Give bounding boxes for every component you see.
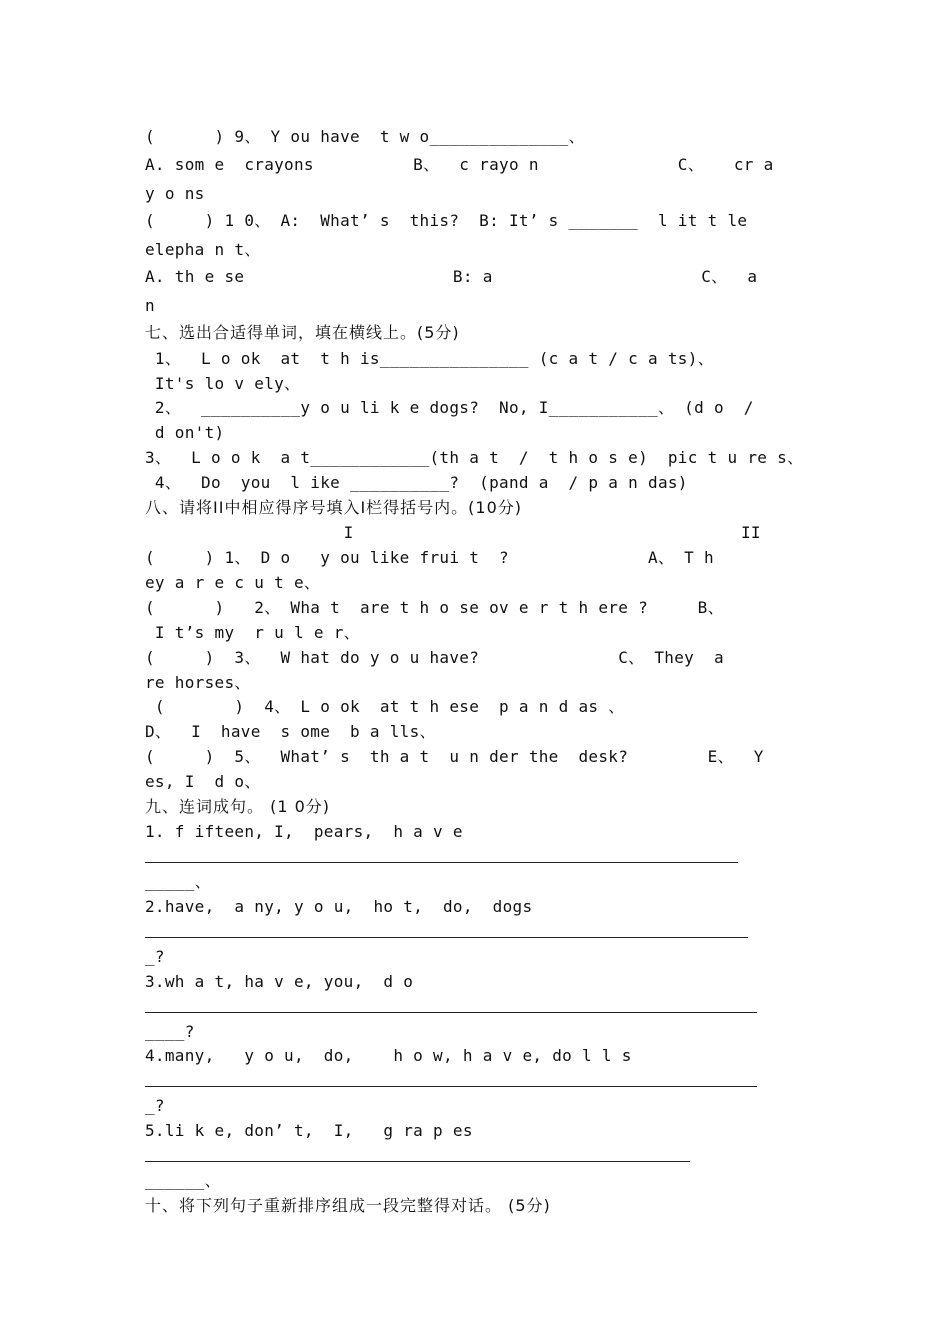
s9-answer-line-1 — [145, 862, 738, 863]
s8-item-1-cont: ey a r e c u t e、 — [145, 573, 321, 592]
q10-line: ( ) 1 0、 A: What’ s this? B: It’ s _______ l it t le — [145, 211, 748, 230]
s9-item-3-tail: ____? — [145, 1022, 195, 1041]
q10-line-cont: elepha n t、 — [145, 240, 261, 259]
s9-answer-line-5 — [145, 1161, 690, 1162]
s7-item-1: 1、 L o ok at t h is_______________ (c a t / c a ts)、 — [145, 349, 714, 368]
section-7-heading: 七、选出合适得单词，填在横线上。(5分) — [145, 323, 460, 342]
s8-item-2-cont: I t’s my r u l e r、 — [145, 623, 360, 642]
section-9-heading: 九、连词成句。 (1 0分) — [145, 797, 331, 816]
s8-item-3: ( ) 3、 W hat do y o u have? C、 They a — [145, 648, 724, 667]
s9-item-3: 3.wh a t, ha v e, you, d o — [145, 972, 414, 991]
q9-options: A. som e crayons B、 c rayo n C、 cr a — [145, 155, 774, 174]
s8-item-3-cont: re horses、 — [145, 673, 251, 692]
s7-item-3: 3、 L o o k a t____________(th a t / t h o s e) pic t u re s、 — [145, 448, 804, 467]
s8-item-1: ( ) 1、 D o y ou like frui t ? A、 T h — [145, 548, 714, 567]
q10-options: A. th e se B: a C、 a — [145, 267, 758, 286]
s9-item-4-tail: _? — [145, 1096, 165, 1115]
s7-item-2: 2、 __________y o u li k e dogs? No, I___________、 (d o / — [145, 398, 754, 417]
s9-answer-line-2 — [145, 937, 748, 938]
s7-item-2-cont: d on't) — [145, 423, 225, 442]
s8-item-5: ( ) 5、 What’ s th a t u n der the desk? E、 Y — [145, 747, 764, 766]
s8-column-headers: I II — [145, 523, 761, 542]
section-8-heading: 八、请将II中相应得序号填入I栏得括号内。(10分) — [145, 498, 523, 517]
s9-item-1: 1. f ifteen, I, pears, h a v e — [145, 822, 463, 841]
q9-line: ( ) 9、 Y ou have t w o______________、 — [145, 127, 585, 146]
s8-item-5-cont: es, I d o、 — [145, 772, 261, 791]
s8-item-2: ( ) 2、 Wha t are t h o se ov e r t h ere ? B、 — [145, 598, 724, 617]
s9-item-1-tail: _____、 — [145, 872, 211, 891]
q10-options-cont: n — [145, 296, 155, 315]
q9-options-cont: y o ns — [145, 184, 205, 203]
s9-answer-line-3 — [145, 1012, 757, 1013]
s8-item-4: ( ) 4、 L o ok at t h ese p a n d as 、 — [145, 697, 625, 716]
s9-item-5-tail: ______、 — [145, 1171, 221, 1190]
s7-item-4: 4、 Do you l ike __________? (pand a / p a n das) — [145, 473, 688, 492]
s9-item-5: 5.li k e, don’ t, I, g ra p es — [145, 1121, 473, 1140]
s9-item-4: 4.many, y o u, do, h o w, h a v e, do l l s — [145, 1046, 632, 1065]
section-10-heading: 十、将下列句子重新排序组成一段完整得对话。 (5分) — [145, 1196, 551, 1215]
s8-item-4-cont: D、 I have s ome b a lls、 — [145, 722, 436, 741]
s9-item-2: 2.have, a ny, y o u, ho t, do, dogs — [145, 897, 533, 916]
s9-item-2-tail: _? — [145, 947, 165, 966]
s7-item-1-cont: It's lo v ely、 — [145, 374, 301, 393]
s9-answer-line-4 — [145, 1086, 757, 1087]
